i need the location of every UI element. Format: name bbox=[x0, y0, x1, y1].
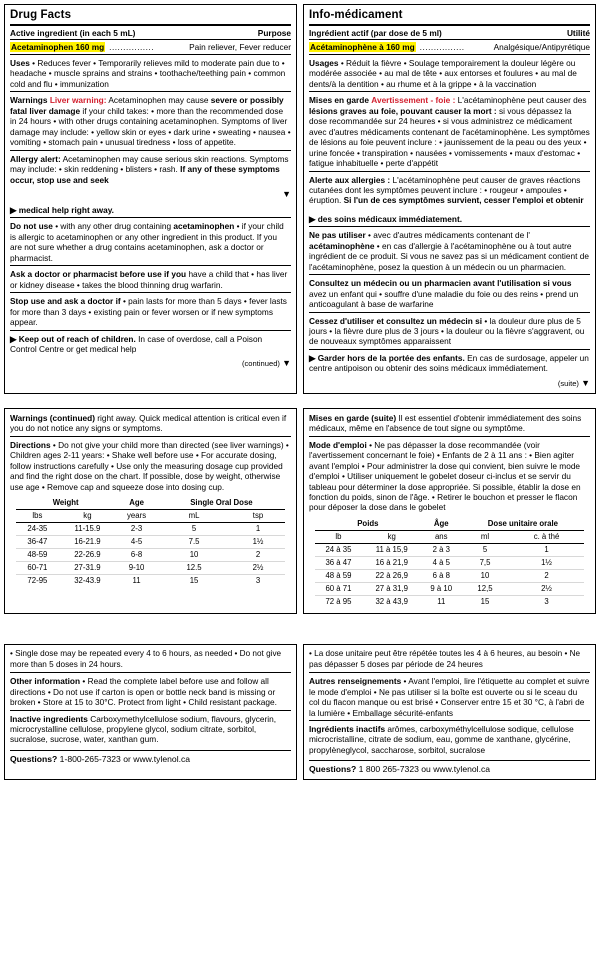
uses-body-fr: • Réduit la fièvre • Soulage temporairement la douleur légère ou modérée associée • au mal de tête • aux entorses et foulures • au mal de dents/à la dentition • au rhume et à la grippe • à la vaccination bbox=[309, 58, 577, 89]
liver-warning-label: Liver warning: bbox=[49, 95, 107, 106]
questions-contact[interactable]: 1-800-265-7323 or www.tylenol.ca bbox=[59, 753, 191, 764]
other-information-section bbox=[10, 676, 291, 710]
col-cuillere: c. à thé bbox=[509, 530, 585, 543]
liver-warning-body2-fr: si vous dépassez la dose recommandée sur 24 heures • si vous administrez ce médicament avec d'autres médicaments contenant de l'acétaminophène. Les symptômes de lésions au foie peuvent inclure : • jaunissement de la peau ou des yeux • urine foncée • transpiration • nausées • vomissements • maux d'estomac • fatigue inhabituelle • perte d'appétit bbox=[309, 105, 590, 169]
stop-use-body-fr: • la douleur dure plus de 5 jours • la fièvre dure plus de 3 jours • la douleur ou la fièvre s'aggravent, ou de nouveaux symptômes apparaissent bbox=[309, 315, 585, 347]
inactive-ingredients-label-fr: Ingrédients inactifs bbox=[309, 723, 386, 734]
cell-tsp: 1 bbox=[231, 522, 286, 535]
cell-lb: 60 à 71 bbox=[315, 582, 363, 595]
warnings-label-fr: Mises en garde bbox=[309, 95, 369, 106]
cell-cuillere: 2½ bbox=[509, 582, 585, 595]
do-not-use-body: • with any other drug containing bbox=[55, 221, 172, 232]
cell-kg: 16 à 21,9 bbox=[362, 556, 421, 569]
inactive-ingredients-label: Inactive ingredients bbox=[10, 713, 88, 724]
ask-doctor-label: Ask a doctor or pharmacist before use if you bbox=[10, 269, 187, 280]
continued-note bbox=[10, 359, 291, 368]
warnings-continued-body: right away. Quick medical attention is critical even if you do not notice any signs or symptoms. bbox=[10, 412, 287, 434]
cell-cuillere: 3 bbox=[544, 597, 549, 607]
cell-kg: 22-26.9 bbox=[59, 548, 115, 561]
ask-doctor-body-fr: avez un enfant qui • souffre d'une maladie du foie ou des reins • prend un anticoagulant à base de warfarine bbox=[309, 288, 579, 310]
allergy-alert-bold-fr: Si l'un de ces symptômes survient, cesser l'emploi et obtenir bbox=[343, 195, 584, 206]
questions-section bbox=[10, 750, 291, 764]
active-ingredient-label: Active ingredient (in each 5 mL) bbox=[10, 28, 136, 38]
allergy-alert-section bbox=[10, 154, 291, 187]
panel-other-info-en bbox=[4, 644, 297, 780]
other-information-body-fr: • Avant l'emploi, lire l'étiquette au complet et suivre le mode d'emploi • Ne pas utiliser si la boîte est ouverte ou si le sceau du col du flacon manque ou est brisé • Conserver entre 15 et 30 °C, à l'abri de la lumière • Emballage sécurité-enfants bbox=[309, 676, 590, 718]
keep-out-of-reach-section-fr bbox=[309, 353, 590, 376]
warnings-continued-label: Warnings (continued) bbox=[10, 412, 95, 423]
cell-ml: 5 bbox=[461, 543, 508, 556]
table-row bbox=[315, 543, 585, 556]
medical-help-text: medical help right away. bbox=[18, 204, 114, 215]
cell-kg: 16-21.9 bbox=[59, 535, 115, 548]
allergy-alert-body-fr: L'acétaminophène peut causer de graves réactions cutanées dont les symptômes peuvent inclure : • rougeur • ampoules • éruption. bbox=[309, 174, 581, 206]
cell-kg: 27 à 31,9 bbox=[362, 582, 421, 595]
liver-warning-severe-fr: lésions graves au foie, pouvant causer la mort : bbox=[309, 105, 497, 116]
stop-use-section-fr bbox=[309, 316, 590, 350]
col-kg: kg bbox=[362, 530, 421, 543]
directions-section bbox=[10, 440, 291, 494]
page-title: Drug Facts bbox=[10, 9, 291, 26]
cell-kg: 11-15.9 bbox=[59, 522, 115, 535]
liver-warning-body2: if your child takes: • more than the recommended dose in 24 hours • with other drugs containing acetaminophen. Symptoms of liver damage may include: • yellow skin or eyes • dark urine • sweating • nausea • vomiting • stomach pain • unusual tiredness • loss of appetite. bbox=[10, 105, 291, 148]
uses-section bbox=[10, 58, 291, 92]
triangle-right-icon: ▶ bbox=[10, 333, 17, 344]
directions-section-fr bbox=[309, 440, 590, 515]
do-not-use-bold: acetaminophen bbox=[173, 221, 235, 232]
inactive-ingredients-body: Carboxymethylcellulose sodium, flavours, glycerin, microcrystalline cellulose, propylene glycol, sodium citrate, sorbitol, sucralose, sucrose, water, xanthan gum. bbox=[10, 713, 277, 745]
cell-years: 2-3 bbox=[116, 522, 158, 535]
cell-lb: 48 à 59 bbox=[315, 569, 363, 582]
cell-lb: 24 à 35 bbox=[315, 543, 363, 556]
triangle-right-icon: ▶ bbox=[10, 204, 17, 215]
table-row bbox=[16, 535, 286, 548]
keep-out-of-reach-section bbox=[10, 334, 291, 357]
liver-warning-body: Acetaminophen may cause bbox=[108, 95, 209, 106]
warnings-continued-label-fr: Mises en garde (suite) bbox=[309, 412, 397, 423]
cell-ml: 10 bbox=[157, 548, 230, 561]
cell-tsp: 2 bbox=[231, 548, 286, 561]
keep-out-label-fr: Garder hors de la portée des enfants. bbox=[317, 352, 465, 363]
questions-label-fr: Questions? bbox=[309, 764, 357, 775]
table-row bbox=[16, 574, 286, 587]
col-tsp: tsp bbox=[231, 509, 286, 522]
do-not-use-section bbox=[10, 221, 291, 266]
medical-help-text-fr: des soins médicaux immédiatement. bbox=[317, 213, 463, 224]
questions-label: Questions? bbox=[10, 753, 58, 764]
medical-help-section bbox=[10, 205, 291, 218]
table-group-header-row bbox=[315, 518, 585, 531]
cell-cuillere: 1 bbox=[509, 543, 585, 556]
inactive-ingredients-section bbox=[10, 714, 291, 747]
cell-lbs: 72-95 bbox=[27, 576, 48, 586]
panel-directions-fr bbox=[303, 408, 596, 614]
col-lb: lb bbox=[315, 530, 363, 543]
liver-warning-body-fr: L'acétaminophène peut causer des bbox=[457, 95, 587, 106]
do-not-use-label-fr: Ne pas utiliser bbox=[309, 230, 366, 241]
table-row bbox=[315, 556, 585, 569]
uses-body: • Reduces fever • Temporarily relieves mild to moderate pain due to • headache • muscle sprains and strains • toothache/teething pain • common cold and flu • immunization bbox=[10, 58, 286, 89]
cell-tsp: 3 bbox=[255, 576, 261, 586]
directions-label-fr: Mode d'emploi bbox=[309, 439, 367, 450]
dot-leader: ................ bbox=[419, 42, 465, 52]
ask-doctor-section bbox=[10, 269, 291, 293]
do-not-use-body-fr: • avec d'autres médicaments contenant de l' bbox=[368, 230, 530, 241]
do-not-use-body2: • if your child is allergic to acetaminophen or any other ingredient in this product. If you are not sure whether a drug contains acetaminophen, ask a doctor or pharmacist. bbox=[10, 221, 284, 263]
block-other-info bbox=[4, 644, 596, 780]
triangle-down-icon: ▼ bbox=[282, 188, 291, 199]
uses-label-fr: Usages bbox=[309, 58, 339, 68]
medical-help-section-fr bbox=[309, 214, 590, 227]
cell-ans: 4 à 5 bbox=[421, 556, 461, 569]
warnings-continued-body-fr: Il est essentiel d'obtenir immédiatement des soins médicaux, même en l'absence de tout signe ou symptôme. bbox=[309, 412, 582, 434]
liver-warning-label-fr: Avertissement - foie : bbox=[371, 95, 456, 106]
allergy-alert-label-fr: Alerte aux allergies : bbox=[309, 174, 391, 185]
cell-ans: 6 à 8 bbox=[421, 569, 461, 582]
cell-lb: 72 à 95 bbox=[325, 597, 352, 607]
continued-label-fr: (suite) bbox=[557, 378, 579, 388]
dosing-table-fr bbox=[315, 518, 585, 608]
active-ingredient-header bbox=[10, 28, 291, 40]
cell-tsp: 1½ bbox=[231, 535, 286, 548]
block-primary bbox=[4, 4, 596, 394]
col-dose-unitaire-orale: Dose unitaire orale bbox=[461, 518, 584, 531]
dosing-table-en bbox=[16, 497, 286, 587]
dose-repeat-bullets-fr: • La dose unitaire peut être répétée toutes les 4 à 6 heures, au besoin • Ne pas dépasser 5 doses par période de 24 heures bbox=[309, 649, 590, 673]
allergy-alert-body: Acetaminophen may cause serious skin reactions. Symptoms may include: • skin reddening • blisters • rash. bbox=[10, 153, 289, 175]
stop-use-body: • pain lasts for more than 5 days • fever lasts for more than 3 days • existing pain or fever worsen or if new symptoms appear. bbox=[10, 296, 287, 328]
table-row bbox=[16, 561, 286, 574]
col-kg: kg bbox=[59, 509, 115, 522]
cell-ans: 2 à 3 bbox=[421, 543, 461, 556]
cell-ml: 12.5 bbox=[157, 561, 230, 574]
col-years: years bbox=[116, 509, 158, 522]
cell-lbs: 36-47 bbox=[16, 535, 60, 548]
col-ans: ans bbox=[421, 530, 461, 543]
table-sub-header-row bbox=[315, 530, 585, 543]
liver-warning-severe: severe or possibly fatal liver damage bbox=[10, 95, 284, 116]
allergy-alert-label: Allergy alert: bbox=[10, 153, 61, 164]
allergy-alert-section-fr bbox=[309, 175, 590, 208]
dot-leader: ................ bbox=[109, 42, 155, 52]
cell-ml: 5 bbox=[157, 522, 230, 535]
col-lbs: lbs bbox=[16, 509, 60, 522]
block-directions bbox=[4, 408, 596, 614]
cell-ml: 15 bbox=[480, 597, 490, 607]
active-ingredient-name-fr: Acétaminophène à 160 mg bbox=[310, 42, 415, 52]
cell-ml: 12,5 bbox=[461, 582, 508, 595]
panel-directions-en bbox=[4, 408, 297, 614]
active-ingredient-name: Acetaminophen 160 mg bbox=[11, 42, 105, 52]
other-information-label-fr: Autres renseignements bbox=[309, 676, 402, 687]
directions-body: • Do not give your child more than directed (see liver warnings) • Children ages 2-11 years: • Shake well before use • For accurate dosing, follow instructions carefully • Use only the measuring dosage cup provided and find the right dose on the chart. If possible, dose by weight, otherwise use age • Remove cap and squeeze dose into dosing cup. bbox=[10, 439, 289, 492]
stop-use-label-fr: Cessez d'utiliser et consultez un médecin si bbox=[309, 315, 483, 326]
col-single-oral-dose: Single Oral Dose bbox=[157, 497, 285, 510]
directions-body-fr: • Ne pas dépasser la dose recommandée (voir l'avertissement concernant le foie) • Enfants de 2 à 11 ans : • Bien agiter avant l'emploi • Pour administrer la dose qui convient, bien suivre le mode d'emploi • Utiliser uniquement le gobelet doseur ci-inclus et se servir du tableau pour déterminer la dose appropriée. Si possible, établir la dose en fonction du poids, sinon de l'âge. • Retirer le bouchon et presser le flacon pour déposer la dose dans le gobelet bbox=[309, 439, 581, 513]
cell-lb: 36 à 47 bbox=[315, 556, 363, 569]
triangle-down-icon: ▼ bbox=[282, 358, 291, 369]
active-ingredient-purpose: Pain reliever, Fever reducer bbox=[189, 42, 291, 52]
questions-section-fr bbox=[309, 760, 590, 774]
triangle-down-icon: ▼ bbox=[581, 377, 590, 388]
purpose-label: Purpose bbox=[257, 28, 291, 38]
cell-lbs: 60-71 bbox=[16, 561, 60, 574]
inactive-ingredients-section-fr bbox=[309, 724, 590, 757]
active-ingredient-label-fr: Ingrédient actif (par dose de 5 ml) bbox=[309, 28, 442, 38]
col-ml: ml bbox=[461, 530, 508, 543]
allergy-alert-bold: If any of these symptoms occur, stop use and seek bbox=[10, 164, 280, 185]
col-ml: mL bbox=[157, 509, 230, 522]
keep-out-body: In case of overdose, call a Poison Control Centre or get medical help bbox=[10, 333, 263, 354]
cell-kg: 11 à 15,9 bbox=[362, 543, 421, 556]
active-ingredient-purpose-fr: Analgésique/Antipyrétique bbox=[493, 42, 590, 52]
col-age: Âge bbox=[421, 518, 461, 531]
page-title-fr: Info-médicament bbox=[309, 9, 590, 26]
ask-doctor-section-fr bbox=[309, 278, 590, 312]
cell-lbs: 48-59 bbox=[16, 548, 60, 561]
table-row bbox=[315, 595, 585, 608]
cell-kg: 32-43.9 bbox=[74, 576, 101, 586]
active-ingredient-header-fr bbox=[309, 28, 590, 40]
continued-label: (continued) bbox=[241, 359, 280, 369]
cell-kg: 22 à 26,9 bbox=[362, 569, 421, 582]
cell-tsp: 2½ bbox=[231, 561, 286, 574]
dose-repeat-bullets: • Single dose may be repeated every 4 to 6 hours, as needed • Do not give more than 5 doses in 24 hours. bbox=[10, 649, 291, 673]
panel-drug-facts-en bbox=[4, 4, 297, 394]
table-group-header-row bbox=[16, 497, 286, 510]
table-row bbox=[315, 569, 585, 582]
panel-other-info-fr bbox=[303, 644, 596, 780]
warnings-label: Warnings bbox=[10, 95, 48, 106]
cell-years: 9-10 bbox=[116, 561, 158, 574]
col-age: Age bbox=[116, 497, 158, 510]
other-information-section-fr bbox=[309, 676, 590, 721]
warnings-continued-section-fr bbox=[309, 413, 590, 437]
col-poids: Poids bbox=[315, 518, 421, 531]
do-not-use-bold-fr: acétaminophène bbox=[309, 240, 375, 251]
table-row bbox=[16, 522, 286, 535]
directions-label: Directions bbox=[10, 439, 51, 450]
triangle-right-icon: ▶ bbox=[309, 352, 316, 363]
cell-lbs: 24-35 bbox=[16, 522, 60, 535]
warnings-section-fr bbox=[309, 95, 590, 171]
stop-use-section bbox=[10, 296, 291, 330]
keep-out-body-fr: En cas de surdosage, appeler un centre antipoison ou obtenir des soins médicaux immédiatement. bbox=[309, 352, 589, 374]
questions-contact-fr[interactable]: 1 800 265-7323 ou www.tylenol.ca bbox=[358, 764, 491, 775]
ask-doctor-label-fr: Consultez un médecin ou un pharmacien avant l'utilisation si vous bbox=[309, 278, 572, 289]
cell-ml: 7.5 bbox=[157, 535, 230, 548]
active-ingredient-row bbox=[10, 42, 291, 55]
purpose-label-fr: Utilité bbox=[566, 28, 590, 38]
table-row bbox=[16, 548, 286, 561]
cell-kg: 27-31.9 bbox=[59, 561, 115, 574]
do-not-use-label: Do not use bbox=[10, 221, 53, 232]
uses-label: Uses bbox=[10, 58, 30, 68]
uses-section-fr bbox=[309, 58, 590, 92]
continued-note-fr bbox=[309, 379, 590, 388]
other-information-body: • Read the complete label before use and follow all directions • Do not use if carton is open or bottle neck band is missing or broken • Store at 15 to 30°C. Protect from light • Child resistant package. bbox=[10, 676, 277, 708]
cell-kg: 32 à 43,9 bbox=[375, 597, 408, 607]
cell-ans: 11 bbox=[437, 597, 446, 607]
other-information-label: Other information bbox=[10, 676, 81, 687]
cell-ans: 9 à 10 bbox=[421, 582, 461, 595]
stop-use-label: Stop use and ask a doctor if bbox=[10, 296, 121, 307]
table-row bbox=[315, 582, 585, 595]
table-sub-header-row bbox=[16, 509, 286, 522]
do-not-use-section-fr bbox=[309, 230, 590, 275]
col-weight: Weight bbox=[16, 497, 116, 510]
cell-ml: 7,5 bbox=[461, 556, 508, 569]
warnings-continued-section bbox=[10, 413, 291, 437]
do-not-use-body2-fr: • en cas d'allergie à l'acétaminophène ou à tout autre ingrédient de ce produit. Si vous ne savez pas si un médicament contient de l'acétaminophène, posez la question à un médecin ou un pharmacien. bbox=[309, 240, 589, 272]
inactive-ingredients-body-fr: arômes, carboxyméthylcellulose sodique, cellulose microcristalline, citrate de sodium, eau, gomme de xanthane, glycérine, propylèneglycol, saccharose, sorbitol, sucralose bbox=[309, 723, 574, 755]
triangle-right-icon: ▶ bbox=[309, 213, 316, 224]
ask-doctor-body: have a child that • has liver or kidney disease • takes the blood thinning drug warfarin. bbox=[10, 269, 288, 290]
cell-years: 11 bbox=[132, 576, 141, 586]
cell-cuillere: 1½ bbox=[509, 556, 585, 569]
keep-out-label: Keep out of reach of children. bbox=[18, 333, 136, 344]
active-ingredient-row-fr bbox=[309, 42, 590, 55]
warnings-section bbox=[10, 95, 291, 150]
cell-years: 6-8 bbox=[116, 548, 158, 561]
cell-years: 4-5 bbox=[116, 535, 158, 548]
cell-ml: 15 bbox=[189, 576, 199, 586]
cell-ml: 10 bbox=[461, 569, 508, 582]
panel-info-medicament-fr bbox=[303, 4, 596, 394]
cell-cuillere: 2 bbox=[509, 569, 585, 582]
